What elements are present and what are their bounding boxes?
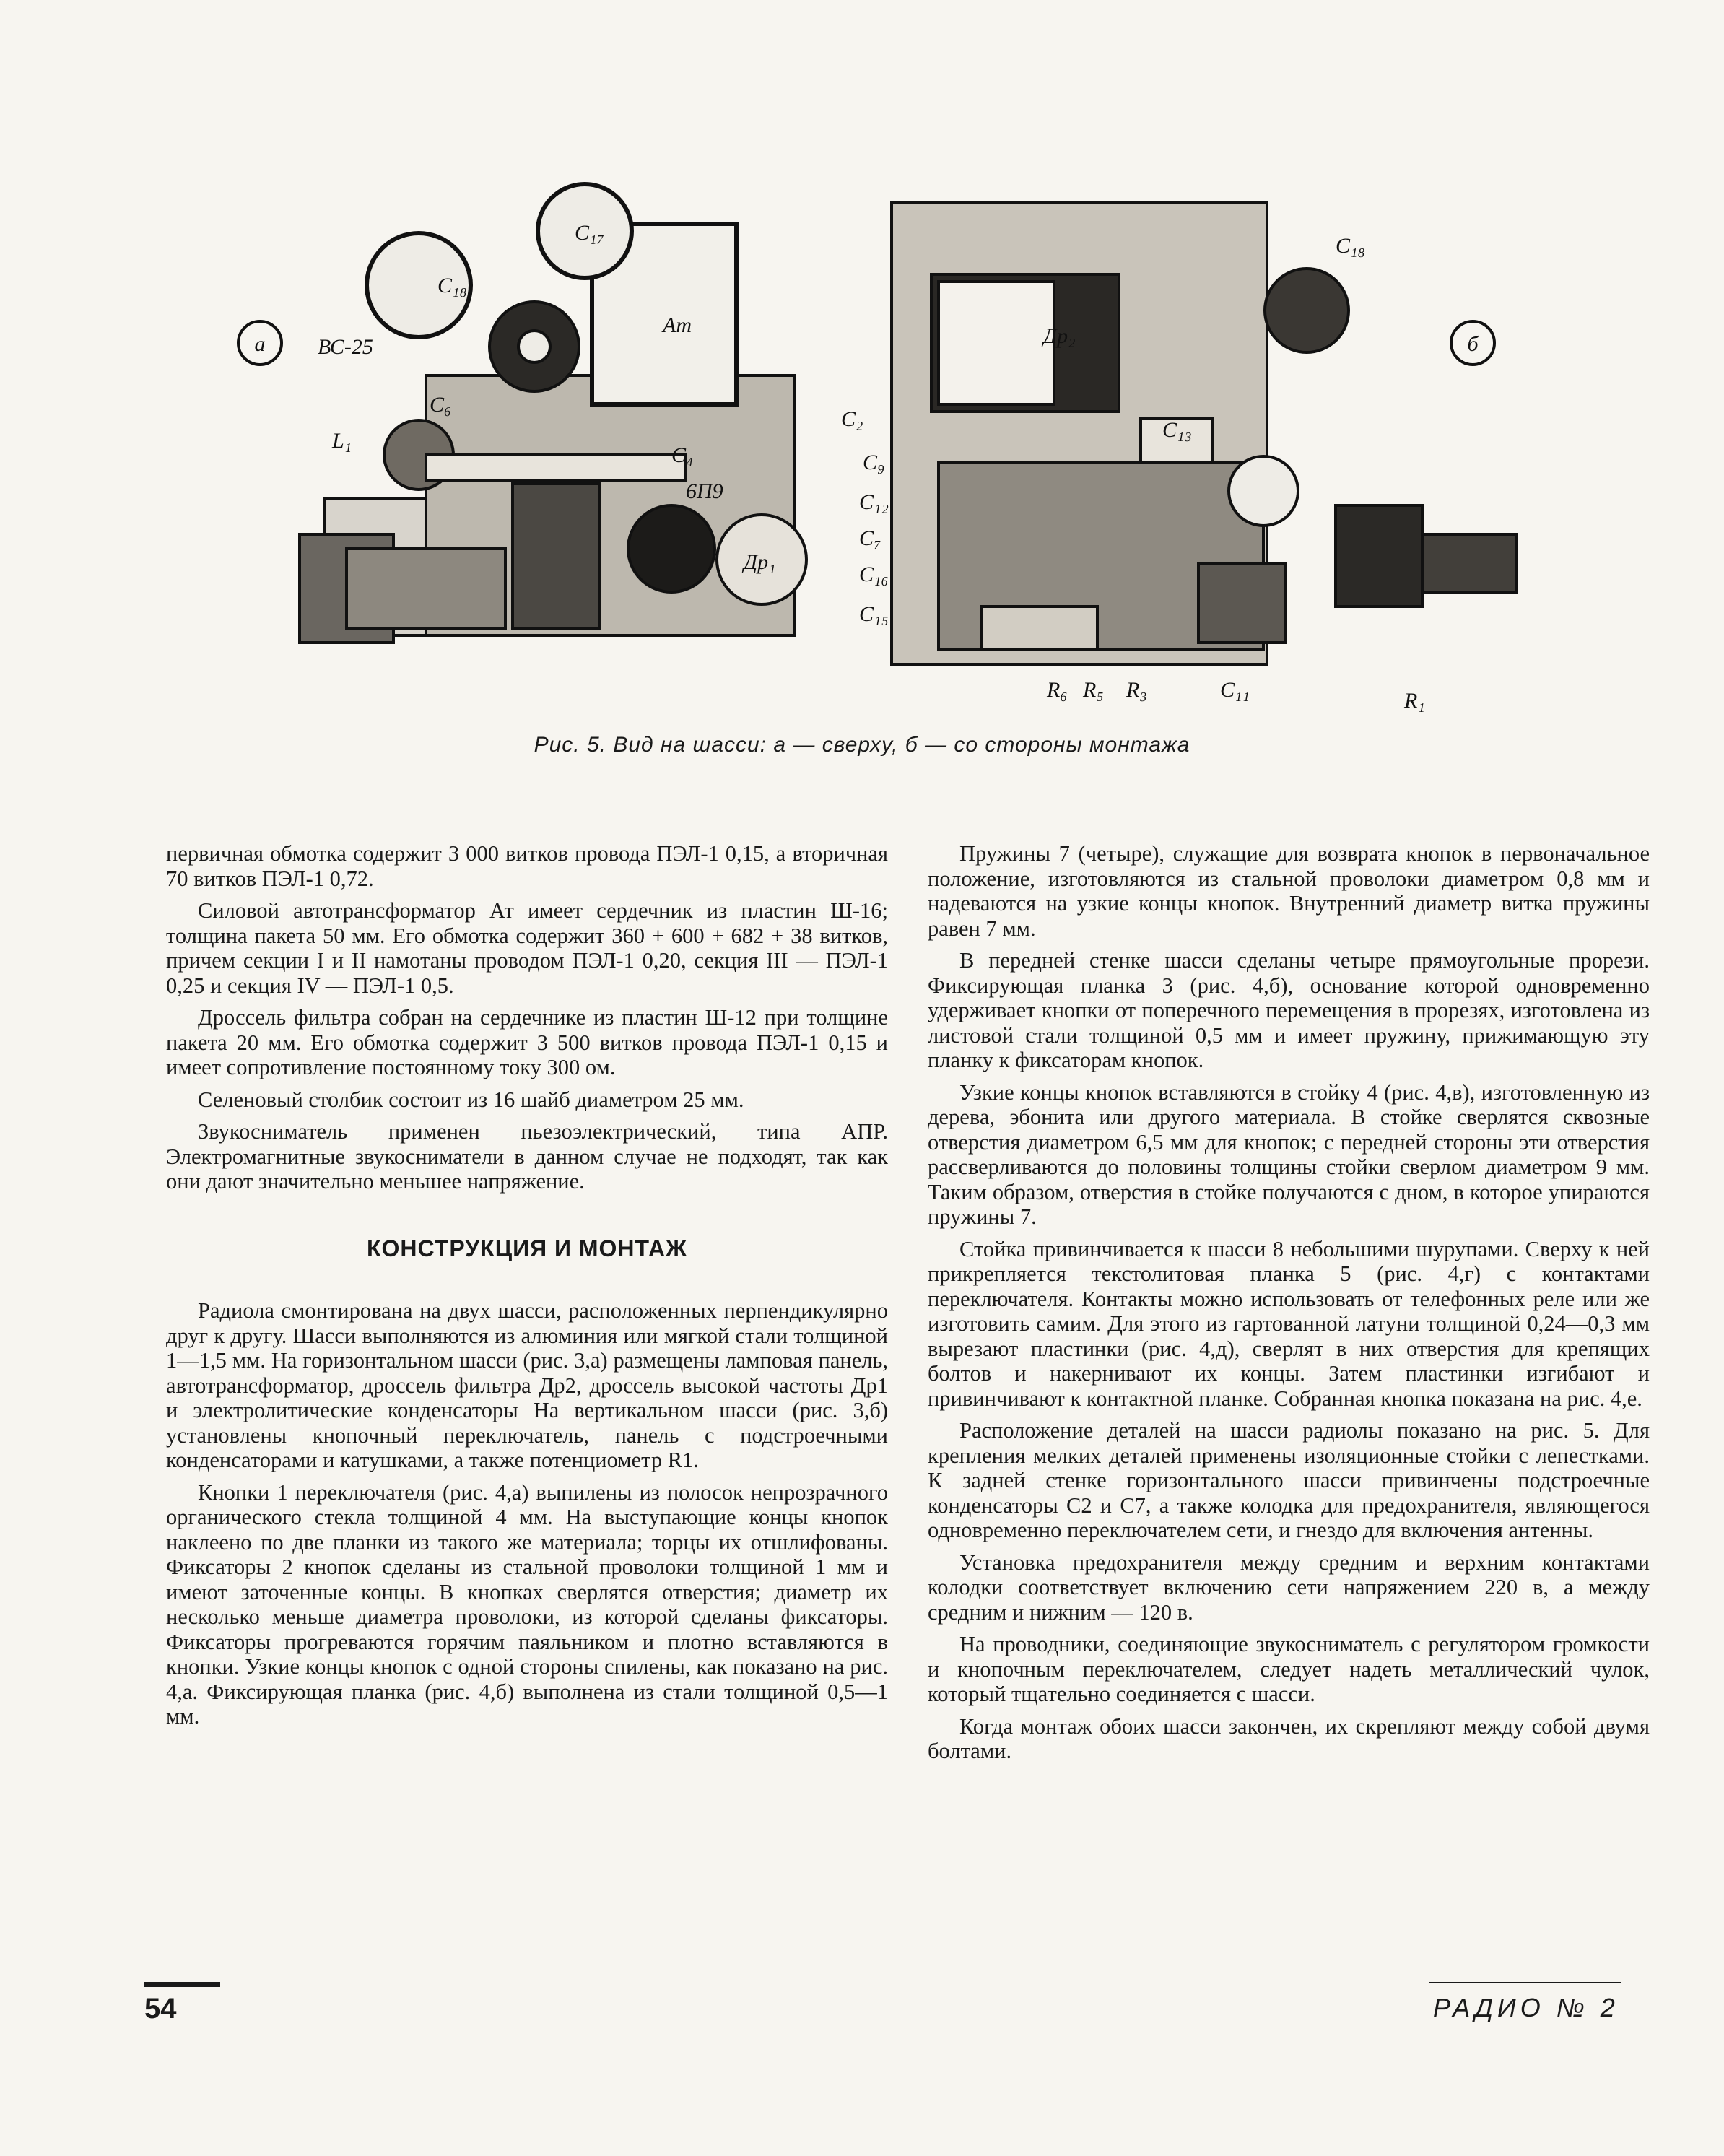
part-label-6p9: 6П9 — [686, 479, 723, 503]
part-label-c15: C₁₅ — [859, 602, 889, 626]
paragraph: Узкие концы кнопок вставляются в стойку 4 (рис. 4,в), изготовленную из дерева, эбонита или другого материала. В стойке сверлятся сквозные отверстия диаметром 6,5 мм для кнопок; с передней стороны эти отверстия рассверливаются до половины толщины стойки сверлом диаметром 9 мм. Таким образом, отверстия в стойке получаются с дном, в которое упираются пружины 7. — [928, 1079, 1650, 1229]
paragraph: Стойка привинчивается к шасси 8 небольшими шурупами. Сверху к ней прикрепляется текстолитовая планка 5 (рис. 4,г) с контактами переключателя. Контакты можно использовать от телефонных реле или же изготовить самим. Для этого из гартованной латуни толщиной 0,24—0,3 мм вырезают пластинки (рис. 4,д), сверлят в них отверстия для крепящих болтов и накернивают их концы. Затем пластинки изгибают и привинчивают к контактной планке. Собранная кнопка показана на рис. 4,е. — [928, 1236, 1650, 1411]
part-label-c17: C₁₇ — [575, 221, 604, 245]
part-label-dr1: Др₁ — [744, 550, 776, 574]
page-number: 54 — [144, 1993, 177, 2025]
part-label-c18-b: C₁₈ — [1336, 234, 1365, 258]
part-label-c9: C₉ — [863, 451, 885, 474]
part-label-at: Ат — [663, 313, 692, 337]
part-label-dr2: Др₂ — [1043, 324, 1076, 348]
journal-footer: РАДИО № 2 — [1433, 1993, 1619, 2022]
part-label-r1: R₁ — [1404, 689, 1425, 713]
paragraph: Звукосниматель применен пьезоэлектрический, типа АПР. Электромагнитные звукосниматели в данном случае не подходят, так как они дают значительно меньшее напряжение. — [166, 1119, 888, 1194]
label-a: а — [254, 332, 266, 356]
paragraph: первичная обмотка содержит 3 000 витков провода ПЭЛ-1 0,15, а вторичная 70 витков ПЭЛ-1 0,72. — [166, 841, 888, 891]
part-label-r3: R₃ — [1126, 678, 1147, 702]
chassis-bottom-view — [892, 202, 1516, 664]
paragraph: В передней стенке шасси сделаны четыре прямоугольные прорези. Фиксирующая планка 3 (рис. 4,б), основание которой одновременно удерживает кнопки от поперечного перемещения в прорезях, изготовлена из листовой стали толщиной 0,5 мм и имеет пружину, прижимающую эту планку к фиксаторам кнопок. — [928, 948, 1650, 1072]
chassis-illustration — [180, 159, 1552, 729]
paragraph: Когда монтаж обоих шасси закончен, их скрепляют между собой двумя болтами. — [928, 1713, 1650, 1763]
part-label-r6: R₆ — [1047, 678, 1068, 702]
part-label-r5: R₅ — [1083, 678, 1104, 702]
paragraph: Дроссель фильтра собран на сердечнике из пластин Ш-12 при толщине пакета 20 мм. Его обмотка содержит 3 500 витков провода ПЭЛ-1 0,15 и имеет сопротивление постоянному току 300 ом. — [166, 1005, 888, 1079]
footer-rule — [1429, 1982, 1621, 1983]
part-label-l1: L₁ — [332, 429, 352, 453]
paragraph: Кнопки 1 переключателя (рис. 4,а) выпилены из полосок непрозрачного органического стекла толщиной 4 мм. На выступающие концы кнопок наклеено по две планки из такого же материала; торцы их отшлифованы. Фиксаторы 2 кнопок сделаны из стальной проволоки толщиной 1 мм и имеют заточенные концы. В кнопках сверлятся отверстия; диаметр их несколько меньше диаметра проволоки, из которой сделаны фиксаторы. Фиксаторы прогреваются горячим паяльником и плотно вставляются в кнопки. Узкие концы кнопок с одной стороны спилены, как показано на рис. 4,а. Фиксирующая планка (рис. 4,б) выполнена из стали толщиной 0,5—1 мм. — [166, 1479, 888, 1729]
chassis-top-view — [300, 184, 806, 643]
paragraph: Расположение деталей на шасси радиолы показано на рис. 5. Для крепления мелких деталей применены изоляционные стойки с лепестками. К задней стенке горизонтального шасси привинчены подстроечные конденсаторы C2 и C7, а также колодка для предохранителя, являющегося одновременно переключателем сети, и гнездо для включения антенны. — [928, 1418, 1650, 1542]
chassis-figure — [180, 159, 1552, 729]
paragraph: Селеновый столбик состоит из 16 шайб диаметром 25 мм. — [198, 1087, 744, 1112]
part-label-c13: C₁₃ — [1162, 418, 1192, 442]
paragraph: Пружины 7 (четыре), служащие для возврата кнопок в первоначальное положение, изготовляются из стальной проволоки диаметром 0,8 мм и надеваются на узкие концы кнопок. Внутренний диаметр витка пружины равен 7 мм. — [928, 841, 1650, 941]
left-column — [166, 841, 888, 1736]
part-label-c12: C₁₂ — [859, 490, 889, 514]
paragraph: Силовой автотрансформатор Ат имеет сердечник из пластин Ш-16; толщина пакета 50 мм. Его обмотка содержит 360 + 600 + 682 + 38 витков, причем секции I и II намотаны проводом ПЭЛ-1 0,20, секция III — ПЭЛ-1 0,25 и секция IV — ПЭЛ-1 0,5. — [166, 898, 888, 998]
part-label-c16: C₁₆ — [859, 562, 889, 586]
right-column — [928, 841, 1650, 1771]
part-label-c7: C₇ — [859, 526, 881, 550]
part-label-c4: C₄ — [671, 443, 694, 467]
part-label-bc25: ВС-25 — [318, 335, 373, 359]
page-number-rule — [144, 1982, 220, 1987]
paragraph: Радиола смонтирована на двух шасси, расположенных перпендикулярно друг к другу. Шасси выполняются из алюминия или мягкой стали толщиной 1—1,5 мм. На горизонтальном шасси (рис. 3,а) размещены ламповая панель, автотрансформатор, дроссель фильтра Др2, дроссель высокой частоты Др1 и электролитические конденсаторы На вертикальном шасси (рис. 3,б) установлены кнопочный переключатель, панель с подстроечными конденсаторами и катушками, а также потенциометр R1. — [166, 1298, 888, 1472]
section-heading: КОНСТРУКЦИЯ И МОНТАЖ — [366, 1235, 688, 1261]
part-label-c2: C₂ — [841, 407, 863, 431]
figure-caption: Рис. 5. Вид на шасси: а — сверху, б — со стороны монтажа — [534, 733, 1190, 757]
label-b: б — [1467, 332, 1479, 356]
part-label-c11: C₁₁ — [1220, 678, 1250, 702]
paragraph: На проводники, соединяющие звукосниматель с регулятором громкости и кнопочным переключателем, следует надеть металлический чулок, который тщательно соединяется с шасси. — [928, 1632, 1650, 1706]
part-label-c18: C₁₈ — [437, 274, 467, 297]
paragraph: Установка предохранителя между средним и верхним контактами колодки соответствует включению сети напряжением 220 в, а между средним и нижним — 120 в. — [928, 1549, 1650, 1625]
part-label-c6: C₆ — [430, 393, 452, 417]
